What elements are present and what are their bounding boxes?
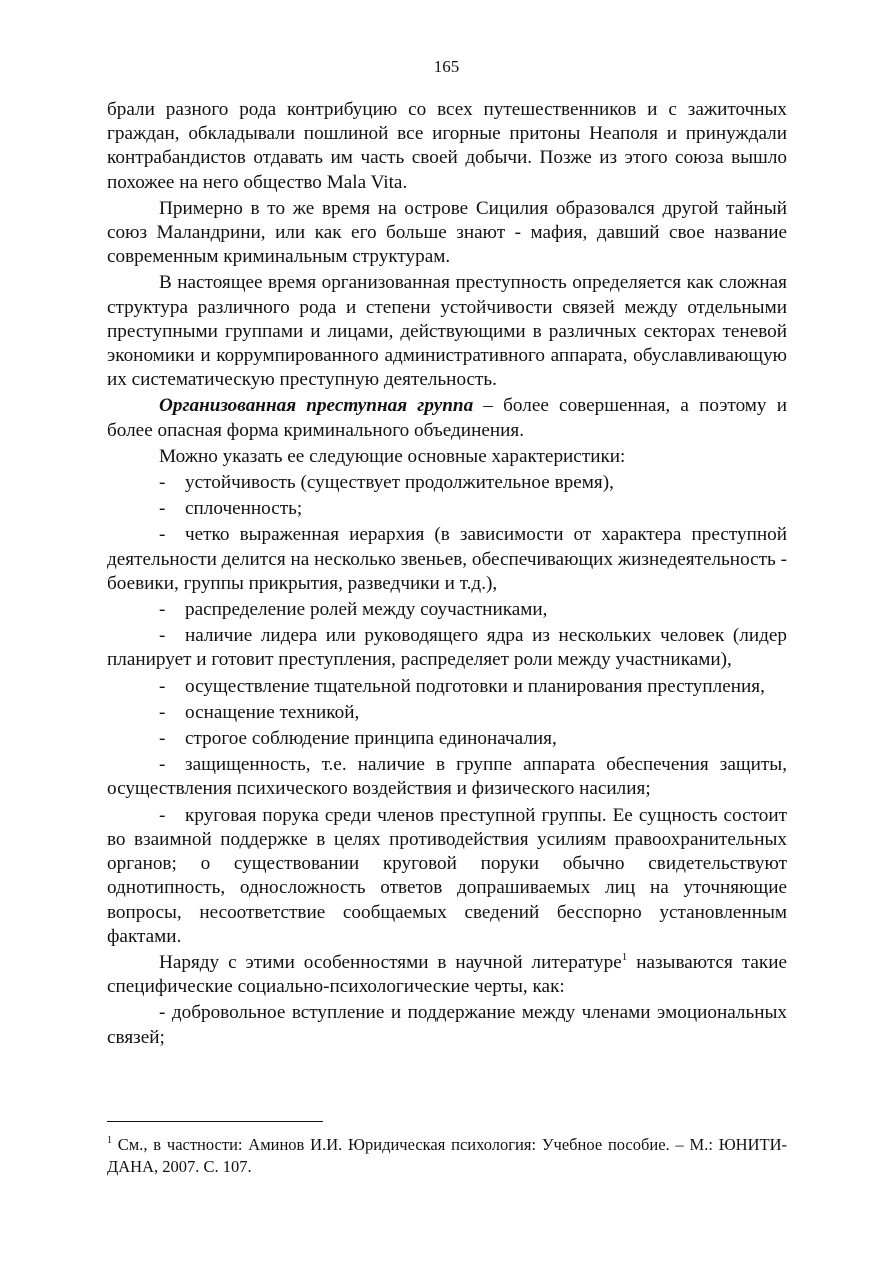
paragraph-definition — [107, 394, 787, 442]
list-item — [107, 471, 787, 495]
list-item-text: осуществление тщательной подготовки и планирования преступления, — [185, 675, 765, 697]
list-item-text: распределение ролей между соучастниками, — [185, 599, 548, 621]
definition-text: – более совершенная, а поэтому и более опасная форма криминального объединения. — [107, 395, 787, 441]
list-item-text: круговая порука среди членов преступной группы. Ее сущность состоит во взаимной поддержке в целях противодействия усилиям правоохранительных органов; о существовании круговой поруки обычно свидетельствуют однотипность, односложность ответов допрашиваемых лиц на уточняющие вопросы, несоответствие сообщаемых сведений бесспорно установленным фактами. — [107, 804, 787, 947]
footnote-text: См., в частности: Аминов И.И. Юридическая психология: Учебное пособие. – М.: ЮНИТИ-ДАНА, 2007. С. 107. — [107, 1135, 787, 1176]
list-item — [107, 523, 787, 596]
paragraph-3: В настоящее время организованная преступность определяется как сложная структура различного рода и степени устойчивости связей между отдельными преступными группами и лицами, действующими в различных секторах теневой экономики и коррумпированного административного аппарата, обуславливающую их систематическую преступную деятельность. — [107, 272, 787, 391]
list-item — [107, 598, 787, 622]
paragraph-characteristics-intro: Можно указать ее следующие основные характеристики: — [159, 445, 626, 467]
footnote-marker: 1 — [107, 1135, 112, 1146]
list-item-text: сплоченность; — [185, 498, 303, 520]
page-number: 165 — [433, 57, 460, 76]
list-item — [107, 727, 787, 751]
list-item-text: устойчивость (существует продолжительное время), — [185, 472, 614, 494]
defined-term: Организованная преступная группа — [159, 395, 474, 417]
list-item — [107, 804, 787, 949]
list-item — [107, 753, 787, 801]
paragraph-emotional-bonds: - добровольное вступление и поддержание между членами эмоциональных связей; — [107, 1002, 787, 1048]
list-dash: - — [159, 472, 166, 494]
list-dash: - — [159, 754, 166, 776]
list-dash: - — [159, 524, 166, 546]
list-item — [107, 497, 787, 521]
list-dash: - — [159, 701, 166, 723]
paragraph-text-part-a: Наряду с этими особенностями в научной литературе — [159, 951, 622, 973]
paragraph-1: брали разного рода контрибуцию со всех путешественников и с зажиточных граждан, обкладывали пошлиной все игорные притоны Неаполя и принуждали контрабандистов отдавать им часть своей добычи. Позже из этого союза вышло похожее на него общество Mala Vita. — [107, 99, 787, 193]
footnote — [107, 1134, 787, 1178]
paragraph-2: Примерно в то же время на острове Сицилия образовался другой тайный союз Маландрини, или как его больше знают - мафия, давший свое название современным криминальным структурам. — [107, 197, 787, 268]
list-dash: - — [159, 599, 166, 621]
list-item-text: оснащение техникой, — [185, 701, 360, 723]
list-dash: - — [159, 625, 166, 647]
list-dash: - — [159, 675, 166, 697]
characteristics-list — [107, 471, 787, 949]
list-dash: - — [159, 498, 166, 520]
paragraph-social-psychological — [107, 951, 787, 999]
list-item — [107, 675, 787, 699]
list-item-text: четко выраженная иерархия (в зависимости от характера преступной деятельности делится на несколько звеньев, обеспечивающих жизнедеятельность - боевики, группы прикрытия, разведчики и т.д.), — [107, 524, 787, 594]
list-item-text: защищенность, т.е. наличие в группе аппарата обеспечения защиты, осуществления психического воздействия и физического насилия; — [107, 754, 787, 800]
footnote-reference[interactable]: 1 — [621, 950, 628, 963]
list-item-text: строгое соблюдение принципа единоначалия, — [185, 728, 557, 750]
list-item-text: наличие лидера или руководящего ядра из нескольких человек (лидер планирует и готовит преступления, распределяет роли между участниками), — [107, 625, 787, 671]
paragraph-text-part-b: называются такие специфические социально-психологические черты, как: — [107, 951, 787, 998]
list-dash: - — [159, 728, 166, 750]
body-text — [107, 98, 787, 1050]
footnote-separator — [107, 1121, 323, 1122]
list-item — [107, 701, 787, 725]
list-item — [107, 624, 787, 672]
list-dash: - — [159, 804, 166, 826]
